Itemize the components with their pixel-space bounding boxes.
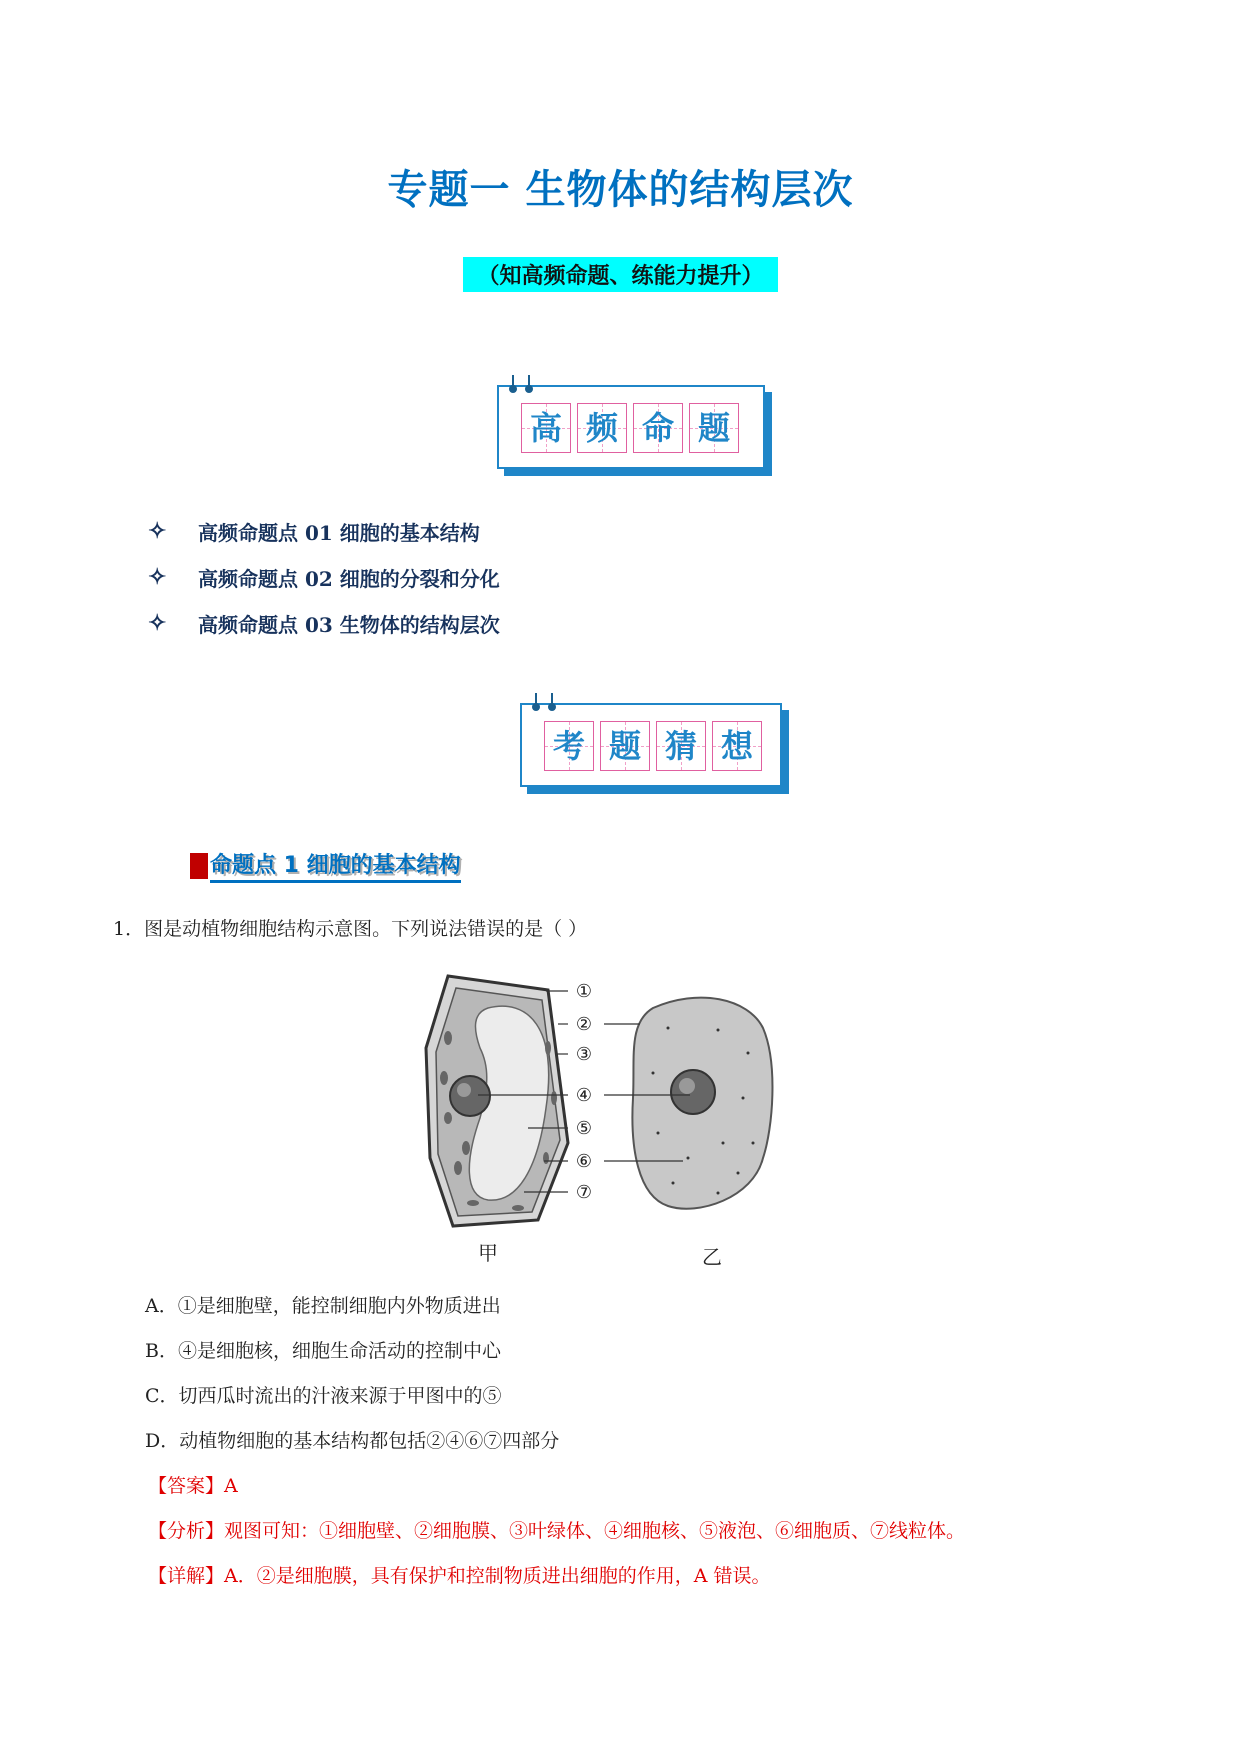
detail-line: 【详解】A．②是细胞膜，具有保护和控制物质进出细胞的作用，A 错误。 — [148, 1565, 771, 1587]
badge-char: 命 — [633, 403, 683, 453]
badge-char: 考 — [544, 721, 594, 771]
binder-rings-icon — [532, 693, 556, 711]
badge-char: 频 — [577, 403, 627, 453]
question-stem: 1．图是动植物细胞结构示意图。下列说法错误的是（ ） — [113, 918, 588, 940]
part-labels — [576, 981, 592, 1203]
diamond-bullet-icon: ✧ — [148, 564, 167, 590]
answer-options — [145, 1291, 559, 1471]
analysis-line: 【分析】观图可知：①细胞壁、②细胞膜、③叶绿体、④细胞核、⑤液泡、⑥细胞质、⑦线粒体。 — [148, 1520, 966, 1542]
animal-nucleus — [671, 1070, 715, 1114]
section-heading — [190, 848, 461, 883]
subtitle-wrap — [0, 257, 1241, 292]
binder-rings-icon — [509, 375, 533, 393]
caption-animal: 乙 — [702, 1245, 722, 1269]
label-3: ③ — [575, 1044, 593, 1065]
caption-plant: 甲 — [478, 1241, 498, 1265]
diamond-bullet-icon: ✧ — [148, 610, 167, 636]
badge-char: 题 — [600, 721, 650, 771]
topic-item: ✧ 高频命题点 01 细胞的基本结构 — [148, 518, 480, 545]
label-7: ⑦ — [575, 1182, 593, 1203]
option-b: B．④是细胞核，细胞生命活动的控制中心 — [145, 1340, 501, 1362]
label-5: ⑤ — [575, 1118, 593, 1139]
label-1: ① — [575, 981, 593, 1002]
badge-char: 高 — [521, 403, 571, 453]
label-2: ② — [575, 1014, 593, 1035]
red-marker-icon — [190, 853, 208, 879]
badge-char: 想 — [712, 721, 762, 771]
badge-char: 题 — [689, 403, 739, 453]
option-a: A．①是细胞壁，能控制细胞内外物质进出 — [145, 1295, 501, 1317]
option-d: D．动植物细胞的基本结构都包括②④⑥⑦四部分 — [145, 1430, 560, 1452]
cell-structure-diagram — [418, 968, 818, 1270]
exam-guess-badge — [520, 703, 782, 787]
diamond-bullet-icon: ✧ — [148, 518, 167, 544]
high-frequency-badge — [497, 385, 765, 469]
topic-item: ✧ 高频命题点 02 细胞的分裂和分化 — [148, 564, 500, 591]
topic-item: ✧ 高频命题点 03 生物体的结构层次 — [148, 610, 500, 637]
label-6: ⑥ — [575, 1151, 593, 1172]
badge-char: 猜 — [656, 721, 706, 771]
section-heading-text: 命题点 1 细胞的基本结构 — [210, 848, 461, 883]
plant-nucleus — [450, 1076, 490, 1116]
answer-line: 【答案】A — [148, 1475, 238, 1497]
option-c: C．切西瓜时流出的汁液来源于甲图中的⑤ — [145, 1385, 502, 1407]
answer-section — [148, 1471, 965, 1606]
label-4: ④ — [575, 1085, 593, 1106]
page-title: 专题一 生物体的结构层次 — [387, 167, 854, 213]
topic-list — [148, 508, 500, 646]
page-subtitle: （知高频命题、练能力提升） — [463, 257, 777, 292]
